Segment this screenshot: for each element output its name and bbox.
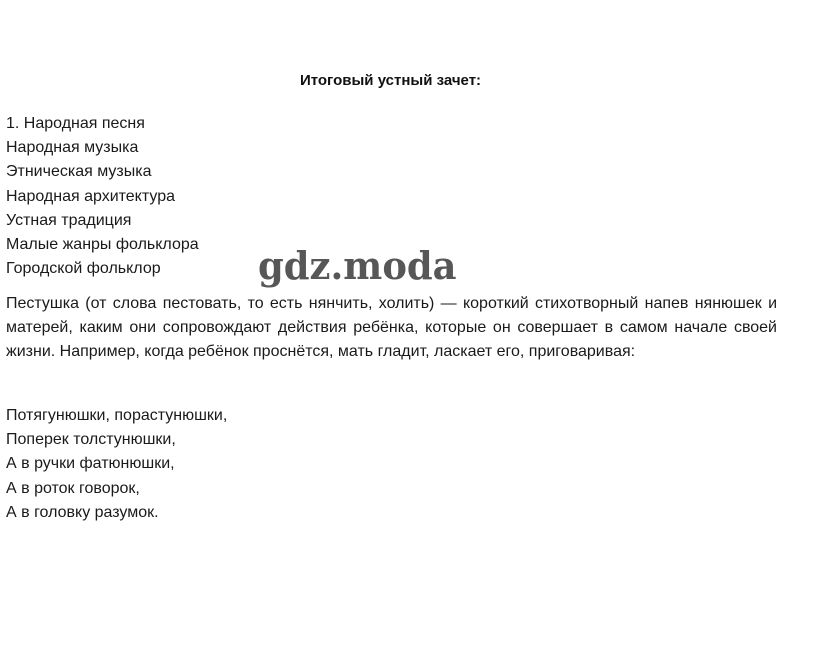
topic-item: Малые жанры фольклора	[6, 236, 199, 254]
watermark: gdz.moda	[258, 243, 457, 288]
topic-item: Устная традиция	[6, 211, 132, 229]
topic-item: Этническая музыка	[6, 163, 152, 181]
topic-item: Народная архитектура	[6, 187, 175, 205]
topic-item: Городской фольклор	[6, 260, 161, 278]
poem-line: А в роток говорок,	[6, 479, 140, 497]
topic-item: Народная музыка	[6, 139, 139, 157]
pestushka-paragraph: Пестушка (от слова пестовать, то есть нянчить, холить) — короткий стихотворный напев нянюшек и матерей, каким они сопровождают действия ребёнка, которые он совершает в самом начале своей жизни. Например, когда ребёнок проснётся, мать гладит, ласкает его, приговаривая:	[6, 295, 777, 361]
poem-line: А в ручки фатюнюшки,	[6, 455, 175, 473]
topic-item: 1. Народная песня	[6, 115, 145, 132]
poem-line: Поперек толстунюшки,	[6, 431, 176, 449]
document-title: Итоговый устный зачет:	[299, 72, 482, 89]
poem-line: Потягунюшки, порастунюшки,	[6, 407, 228, 424]
poem	[6, 404, 227, 525]
topic-list	[6, 112, 199, 281]
poem-line: А в головку разумок.	[6, 503, 159, 521]
